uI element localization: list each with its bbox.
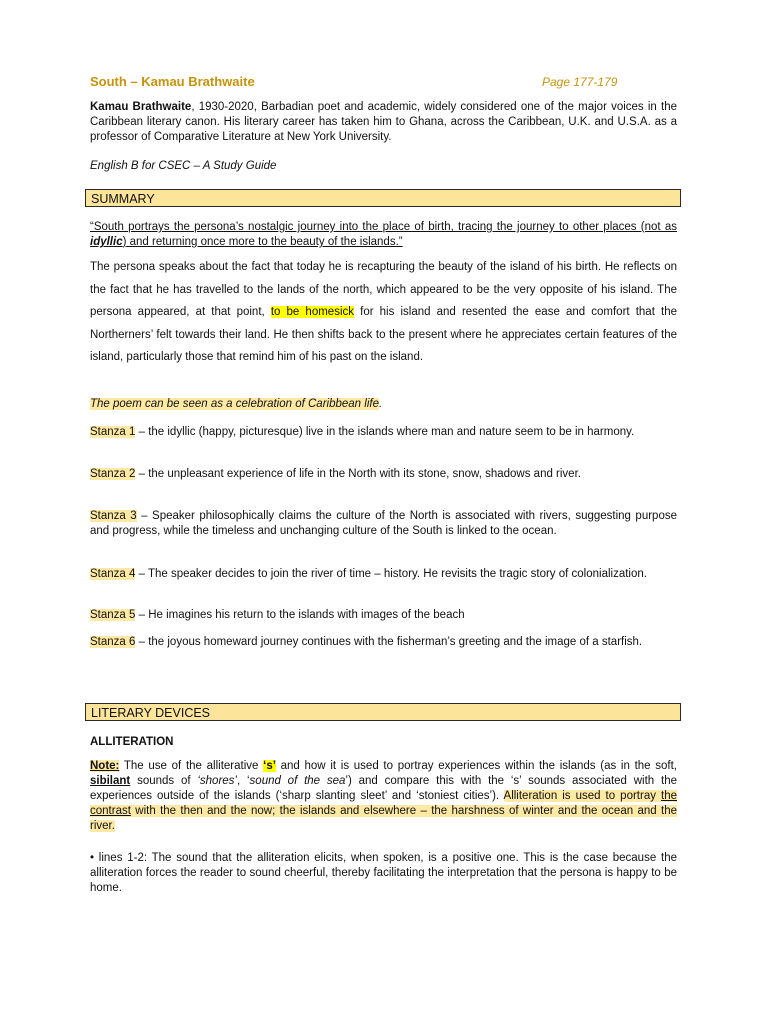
stanza-4 (90, 567, 677, 582)
study-guide-title: English B for CSEC – A Study Guide (90, 160, 277, 172)
note-text-c: sounds of (130, 775, 198, 787)
summary-quote (90, 220, 677, 250)
sibilant-term: sibilant (90, 775, 131, 787)
page-title: South – Kamau Brathwaite (90, 74, 255, 89)
paragraph-text-a: The persona speaks about the fact that today he is recapturing the beauty of the island of his birth. He reflects on the fact that he has travelled to the lands of the north, which appeared to be the very opposite of his island. The persona appeared, at that point, (90, 261, 677, 318)
author-bio: , 1930-2020, Barbadian poet and academic, widely considered one of the major voices in the Caribbean literary canon. His literary career has taken him to Ghana, across the Caribbean, U.K. and U.S.A. as a professor of Comparative Literature at New York University. (90, 101, 677, 143)
stanza-3 (90, 509, 677, 539)
sound-quote: sound of the sea (249, 775, 346, 787)
page-header (90, 74, 680, 92)
celebration-highlight: The poem can be seen as a celebration of Caribbean life (90, 398, 379, 410)
note-text-b: and how it is used to portray experiences within the islands (as in the soft, (275, 760, 678, 772)
highlight-text-b: with the then and the now; the islands and elsewhere – the harshness of winter and the ocean and the river. (90, 805, 677, 832)
stanza-1 (90, 425, 677, 440)
stanza-label: Stanza 3 (90, 510, 137, 522)
alliteration-bullet: • lines 1-2: The sound that the alliteration elicits, when spoken, is a positive one. This is the case because the alliteration forces the reader to sound cheerful, thereby facilitating the interpretation that the persona is happy to be home. (90, 852, 677, 894)
alliteration-note (90, 759, 677, 834)
highlight-text-a: Alliteration is used to portray (503, 790, 661, 802)
note-text-a: The use of the alliterative (119, 760, 264, 772)
stanza-label: Stanza 1 (90, 426, 136, 438)
stanza-label: Stanza 2 (90, 468, 136, 480)
author-intro (90, 100, 677, 145)
celebration-line (90, 397, 677, 412)
stanza-text: – Speaker philosophically claims the culture of the North is associated with rivers, suggesting purpose and progress, while the timeless and unchanging culture of the South is linked to the ocean. (90, 510, 677, 537)
stanza-label: Stanza 4 (90, 568, 136, 580)
note-text-e: ’) and compare this with the ‘s’ sounds associated with the experiences outside of the islands (‘sharp slanting sleet’ and ‘stoniest cities’). (90, 775, 677, 802)
stanza-label: Stanza 6 (90, 636, 136, 648)
stanza-text: – The speaker decides to join the river of time – history. He revisits the tragic story of colonialization. (135, 568, 647, 580)
quote-emphasis: idyllic (90, 236, 123, 248)
celebration-period: . (378, 398, 383, 410)
stanza-text: – the joyous homeward journey continues with the fisherman’s greeting and the image of a starfish. (135, 636, 643, 648)
stanza-5 (90, 608, 677, 623)
quote-text-a: “South portrays the persona’s nostalgic journey into the place of birth, tracing the journey to other places (not as (90, 221, 677, 233)
literary-devices-heading: LITERARY DEVICES (85, 703, 681, 721)
stanza-text: – the unpleasant experience of life in the North with its stone, snow, shadows and river. (135, 468, 581, 480)
page-reference: Page 177-179 (542, 75, 618, 89)
paragraph-text-b: for his island and resented the ease and comfort that the Northerners’ felt towards their land. He then shifts back to the present where he appreciates certain features of the island, particularly those that remind him of his past on the island. (90, 306, 677, 363)
stanza-6 (90, 635, 677, 650)
homesick-highlight: to be homesick (270, 306, 355, 318)
shores-quote: ‘shores’ (197, 775, 237, 787)
note-text-d: , ‘ (236, 775, 250, 787)
quote-text-b: ) and returning once more to the beauty of the islands.” (122, 236, 403, 248)
alliteration-subheading: ALLITERATION (90, 736, 174, 748)
stanza-text: – He imagines his return to the islands with images of the beach (135, 609, 465, 621)
summary-paragraph (90, 256, 677, 369)
stanza-2 (90, 467, 677, 482)
contrast-term: the contrast (90, 790, 677, 817)
stanza-text: – the idyllic (happy, picturesque) live in the islands where man and nature seem to be in harmony. (135, 426, 635, 438)
note-label: Note: (90, 760, 120, 772)
alliterative-s: ‘s’ (263, 760, 276, 772)
summary-heading: SUMMARY (85, 189, 681, 207)
stanza-label: Stanza 5 (90, 609, 136, 621)
author-name: Kamau Brathwaite (90, 101, 192, 113)
